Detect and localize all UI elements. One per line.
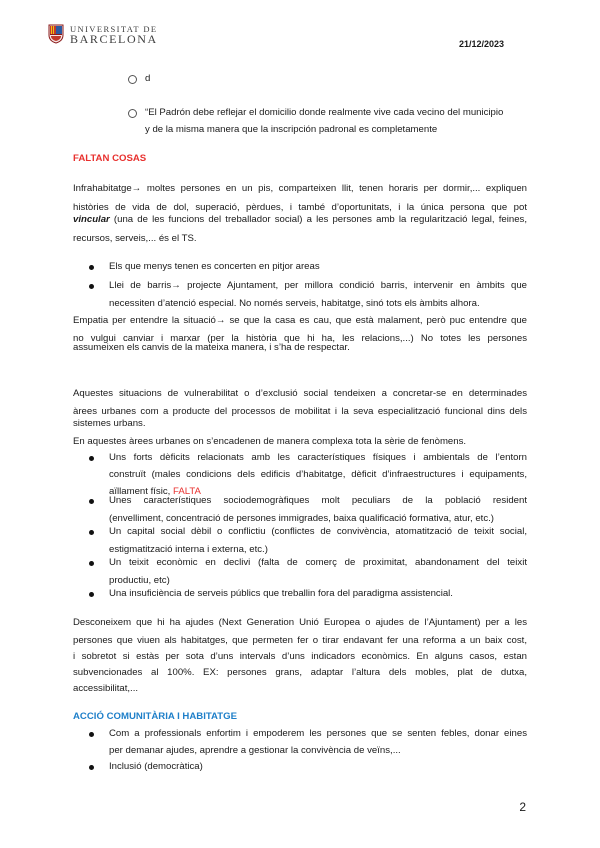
paragraph-line: accessibilitat,...: [73, 683, 139, 694]
paragraph-line: Empatia per entendre la situació→ se que la casa es cau, que està malament, però puc entendre que: [73, 315, 527, 326]
falta-tag: FALTA: [172, 486, 201, 497]
paragraph-line: no vulgui canviar i marxar (per la història que hi ha, les relacions,...) No totes les persones: [73, 333, 527, 344]
paragraph-line: recursos, serveis,... és el TS.: [73, 233, 197, 244]
document-body: d “El Padrón debe reflejar el domicilio donde realmente vive cada vecino del municipio y de la misma manera que la inscripción padronal es completamente FALTAN COSAS Infrahabitatge→ moltes persones en un pis, comparteixen llit, tenen horaris per dormir,... expliquen històries de vida de dol, superació, pèrdues, i també d’oportunitats, i la única persona que pot vincular (una de les funcions del treballador social) a les persones amb la regularització legal, feines, recursos, serveis,... és el TS. Els que menys tenen es concerten en pitjor areas Llei de barris→ projecte Ajuntament, per millora condició barris, intervenir en àmbits que necessiten d’atenció especial. No només serveis, habitatge, sinó tots els àmbits alhora. Empatia per entendre la situació→ se que la casa es cau, que està malament, però puc entendre que no vulgui canviar i marxar (per la història que hi ha, les relacions,...) No totes les persones assumeixen els canvis de la mateixa manera, i s’ha de respectar. Aquestes situacions de vulnerabilitat o d’exclusió social tendeixen a concretar-se en determinades àrees urbanes com a producte del processos de mobilitat i la seva especialització funcional dins dels sistemes urbans. En aquestes àrees urbanes on s’encadenen de manera complexa tota la sèrie de fenòmens. Uns forts dèficits relacionats amb les característiques físiques i ambientals de l’entorn construït (males condicions dels edificis d’habitatge, dèficit d’infraestructures i equipaments, aïllament físic, FALTA Unes característiques sociodemogràfiques molt peculiars de la població resident (envelliment, concentració de persones immigrades, baixa qualificació formativa, atur, etc.) Un capital social dèbil o conflictiu (conflictes de convivència, atomatització de teixit social, estigmatització interna i externa, etc.) Un teixit econòmic en declivi (falta de comerç de proximitat, abandonament del teixit productiu, etc) Una insuficiència de serveis públics que treballin fora del paradigma assistencial. Desconeixem que hi ha ajudes (Next Generation Unió Europea o ajudes de l’Ajuntament) per a les persones que viuen als habitatges, que permeten fer o tirar endavant fer una reforma a un baix cost, i sobretot si estàs per sota d’uns intervals d’uns indicadors econòmics. En alguns casos, estan subvencionades al 100%. EX: persones grans, adaptar l’altura dels mobles, plat de dutxa, accessibilitat,... ACCIÓ COMUNITÀRIA I HABITATGE Com a professionals enfortim i empoderem les persones que se senten febles, donar eines per demanar ajudes, aprendre a gestionar la convivència de veïns,... Inclusió (democràtica): [73, 73, 527, 772]
bullet-icon: [89, 530, 94, 535]
paragraph-line: subvencionades al 100%. EX: persones grans, adaptar l’altura dels mobles, plat de dutxa,: [73, 667, 527, 678]
paragraph-line: Aquestes situacions de vulnerabilitat o d’exclusió social tendeixen a concretar-se en determinades: [73, 388, 527, 399]
paragraph-line: Desconeixem que hi ha ajudes (Next Generation Unió Europea o ajudes de l’Ajuntament) per a les: [73, 617, 527, 628]
paragraph-line: En aquestes àrees urbanes on s’encadenen de manera complexa tota la sèrie de fenòmens.: [73, 436, 467, 447]
bullet-icon: [89, 732, 94, 737]
logo-line2: BARCELONA: [70, 32, 158, 46]
paragraph-line: Infrahabitatge→ moltes persones en un pis, comparteixen llit, tenen horaris per dormir,... expliquen: [73, 183, 527, 194]
paragraph-line: i sobretot si estàs per sota d’uns intervals d’uns indicadors econòmics. En alguns casos, estan: [73, 651, 527, 662]
bullet-icon: [89, 592, 94, 597]
bullet-icon: [89, 284, 94, 289]
bullet-icon: [89, 765, 94, 770]
hollow-bullet-icon: [128, 109, 137, 118]
bullet-icon: [89, 499, 94, 504]
bullet-icon: [89, 561, 94, 566]
header-date: 21/12/2023: [458, 39, 504, 49]
paragraph-line: vincular (una de les funcions del treballador social) a les persones amb la regularització legal, feines,: [73, 214, 527, 225]
section-heading-accio: ACCIÓ COMUNITÀRIA I HABITATGE: [73, 711, 237, 722]
shield-icon: [48, 24, 64, 44]
section-heading-faltan: FALTAN COSAS: [73, 153, 147, 164]
paragraph-line: històries de vida de dol, superació, pèrdues, i també d’oportunitats, i la única persona que pot: [73, 202, 527, 213]
paragraph-line: assumeixen els canvis de la mateixa manera, i s’ha de respectar.: [73, 342, 350, 353]
bullet-icon: [89, 265, 94, 270]
logo-line1: UNIVERSITAT DE: [70, 24, 158, 34]
paragraph-line: sistemes urbans.: [73, 418, 146, 429]
bullet-icon: [89, 456, 94, 461]
paragraph-line: àrees urbanes com a producte del processos de mobilitat i la seva especialització funcional dins dels: [73, 406, 527, 417]
hollow-bullet-icon: [128, 75, 137, 84]
paragraph-line: persones que viuen als habitatges, que permeten fer o tirar endavant fer una reforma a un baix cost,: [73, 635, 527, 646]
page-number: 2: [519, 800, 526, 814]
emphasis-vincular: vincular: [73, 214, 110, 225]
